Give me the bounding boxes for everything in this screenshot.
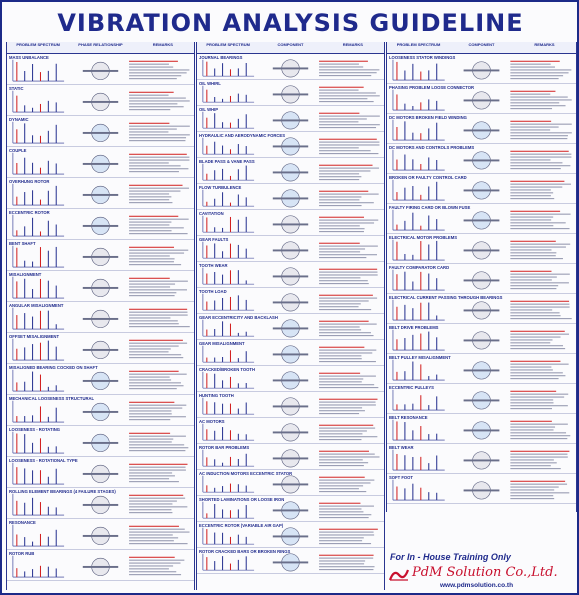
- row-title: ELECTRICAL CURRENT PASSING THROUGH BEARINGS: [389, 295, 503, 300]
- row-title: OIL WHIP: [199, 107, 218, 112]
- row-title: MISALIGNMENT: [9, 272, 42, 277]
- column-1: [6, 42, 195, 590]
- row-title: HYDRAULIC AND AERODYNAMIC FORCES: [199, 133, 285, 138]
- guideline-row: [7, 457, 194, 488]
- row-title: ROTOR BAR PROBLEMS: [199, 445, 250, 450]
- row-title: OIL WHIRL: [199, 81, 221, 86]
- column-3-header-problem: PROBLEM SPECTRUM: [396, 42, 441, 47]
- row-title: BELT RESONANCE: [389, 415, 428, 420]
- row-title: ANGULAR MISALIGNMENT: [9, 303, 64, 308]
- spectrum-thumbnail: [7, 550, 194, 580]
- row-title: BELT DRIVE PROBLEMS: [389, 325, 439, 330]
- guideline-row: [387, 54, 576, 84]
- guideline-row: [197, 80, 384, 106]
- row-title: HUNTING TOOTH: [199, 393, 234, 398]
- row-title: SHORTED LAMINATIONS OR LOOSE IRON: [199, 497, 285, 502]
- row-title: OVERHUNG ROTOR: [9, 179, 50, 184]
- row-title: GEAR FAULTS: [199, 237, 229, 242]
- spectrum-thumbnail: [7, 85, 194, 115]
- column-1-header-phase: PHASE RELATIONSHIP: [78, 42, 123, 47]
- row-title: TOOTH LOAD: [199, 289, 227, 294]
- row-title: PHASING PROBLEM LOOSE CONNECTOR: [389, 85, 475, 90]
- guideline-row: [197, 132, 384, 158]
- row-title: GEAR MISALIGNMENT: [199, 341, 245, 346]
- row-title: LOOSENESS - ROTATIONAL TYPE: [9, 458, 78, 463]
- guideline-row: [7, 302, 194, 333]
- guideline-row: [387, 414, 576, 444]
- guideline-row: [197, 496, 384, 522]
- company-website: www.pdmsolution.co.th: [440, 582, 514, 589]
- guideline-row: [7, 209, 194, 240]
- guideline-row: [387, 174, 576, 204]
- guideline-row: [7, 271, 194, 302]
- guideline-row: [387, 264, 576, 294]
- column-2-header-problem: PROBLEM SPECTRUM: [206, 42, 250, 47]
- poster-title: VIBRATION ANALYSIS GUIDELINE: [57, 9, 524, 37]
- guideline-row: [387, 234, 576, 264]
- row-title: FLOW TURBULENCE: [199, 185, 242, 190]
- column-3: [386, 42, 577, 512]
- row-title: CAVITATION: [199, 211, 224, 216]
- guideline-row: [387, 474, 576, 504]
- row-title: FAULTY FIRING CARD OR BLOWN FUSE: [389, 205, 471, 210]
- guideline-row: [197, 158, 384, 184]
- column-2: [196, 42, 385, 590]
- row-title: DC MOTORS AND CONTROLS PROBLEMS: [389, 145, 475, 150]
- row-title: TOOTH WEAR: [199, 263, 228, 268]
- guideline-row: [7, 550, 194, 581]
- column-1-header: [7, 42, 194, 54]
- guideline-row: [197, 106, 384, 132]
- guideline-row: [197, 262, 384, 288]
- row-title: BENT SHAFT: [9, 241, 36, 246]
- company-name: PdM Solution Co.,Ltd.: [412, 565, 558, 580]
- row-title: RESONANCE: [9, 520, 36, 525]
- guideline-row: [197, 236, 384, 262]
- guideline-row: [7, 54, 194, 85]
- row-title: DYNAMIC: [9, 117, 29, 122]
- guideline-row: [7, 364, 194, 395]
- column-3-header: [387, 42, 576, 54]
- spectrum-thumbnail: [197, 80, 384, 105]
- company-logo-icon: [388, 568, 410, 582]
- spectrum-thumbnail: [7, 116, 194, 146]
- guideline-row: [197, 366, 384, 392]
- guideline-row: [197, 470, 384, 496]
- guideline-row: [197, 288, 384, 314]
- row-title: ROTOR CRACKED BARS OR BROKEN RINGS: [199, 549, 291, 554]
- guideline-row: [197, 392, 384, 418]
- row-title: STATIC: [9, 86, 24, 91]
- guideline-row: [7, 240, 194, 271]
- guideline-row: [387, 294, 576, 324]
- row-title: JOURNAL BEARINGS: [199, 55, 243, 60]
- column-3-header-remarks: REMARKS: [534, 42, 555, 47]
- row-title: ECCENTRIC ROTOR (VARIABLE AIR GAP): [199, 523, 284, 528]
- column-2-header-component: COMPONENT: [277, 42, 304, 47]
- row-title: COUPLE: [9, 148, 27, 153]
- guideline-row: [197, 210, 384, 236]
- spectrum-thumbnail: [7, 147, 194, 177]
- guideline-row: [7, 116, 194, 147]
- guideline-row: [387, 84, 576, 114]
- row-title: ECCENTRIC ROTOR: [9, 210, 50, 215]
- guideline-row: [7, 85, 194, 116]
- row-title: BLADE PASS & VANE PASS: [199, 159, 255, 164]
- guideline-row: [197, 522, 384, 548]
- guideline-row: [7, 519, 194, 550]
- row-title: FAULTY COMPARATOR CARD: [389, 265, 450, 270]
- row-title: MASS UNBALANCE: [9, 55, 49, 60]
- guideline-row: [387, 144, 576, 174]
- guideline-row: [7, 147, 194, 178]
- guideline-row: [387, 384, 576, 414]
- guideline-row: [197, 340, 384, 366]
- spectrum-thumbnail: [387, 444, 576, 473]
- row-title: ECCENTRIC PULLEYS: [389, 385, 434, 390]
- footer: [382, 512, 577, 594]
- guideline-row: [197, 444, 384, 470]
- row-title: DC MOTORS BROKEN FIELD WINDING: [389, 115, 467, 120]
- column-1-header-problem: PROBLEM SPECTRUM: [16, 42, 60, 47]
- guideline-row: [387, 204, 576, 234]
- guideline-columns: [6, 42, 577, 556]
- spectrum-thumbnail: [387, 474, 576, 503]
- guideline-row: [7, 395, 194, 426]
- spectrum-thumbnail: [197, 106, 384, 131]
- guideline-row: [7, 426, 194, 457]
- row-title: BELT PULLEY MISALIGNMENT: [389, 355, 451, 360]
- guideline-row: [7, 178, 194, 209]
- guideline-row: [197, 54, 384, 80]
- row-title: BELT WEAR: [389, 445, 414, 450]
- column-2-header: [197, 42, 384, 54]
- row-title: ROLLING ELEMENT BEARINGS (4 FAILURE STAGES): [9, 489, 116, 494]
- row-title: LOOSENESS - ROTATING: [9, 427, 61, 432]
- training-notice: For In - House Training Only: [390, 552, 511, 562]
- guideline-row: [197, 184, 384, 210]
- row-title: BROKEN OR FAULTY CONTROL CARD: [389, 175, 467, 180]
- row-title: LOOSENESS STATOR WINDINGS: [389, 55, 456, 60]
- column-1-header-remarks: REMARKS: [152, 42, 173, 47]
- row-title: MISALIGNED BEARING COCKED ON SHAFT: [9, 365, 98, 370]
- guideline-row: [7, 488, 194, 519]
- guideline-row: [387, 354, 576, 384]
- row-title: ROTOR RUB: [9, 551, 35, 556]
- column-2-header-remarks: REMARKS: [342, 42, 363, 47]
- guideline-row: [197, 548, 384, 574]
- row-title: AC INDUCTION MOTORS ECCENTRIC STATOR: [199, 471, 293, 476]
- guideline-row: [7, 333, 194, 364]
- row-title: ELECTRICAL MOTOR PROBLEMS: [389, 235, 458, 240]
- row-title: SOFT FOOT: [389, 475, 413, 480]
- row-title: OFFSET MISALIGNMENT: [9, 334, 60, 339]
- column-3-header-component: COMPONENT: [468, 42, 495, 47]
- spectrum-thumbnail: [197, 210, 384, 235]
- row-title: GEAR ECCENTRICITY AND BACKLASH: [199, 315, 278, 320]
- guideline-row: [387, 324, 576, 354]
- row-title: CRACKED/BROKEN TOOTH: [199, 367, 255, 372]
- row-title: MECHANICAL LOOSENESS STRUCTURAL: [9, 396, 95, 401]
- spectrum-thumbnail: [197, 418, 384, 443]
- guideline-row: [197, 314, 384, 340]
- guideline-row: [197, 418, 384, 444]
- guideline-row: [387, 114, 576, 144]
- row-title: AC MOTORS: [199, 419, 225, 424]
- guideline-row: [387, 444, 576, 474]
